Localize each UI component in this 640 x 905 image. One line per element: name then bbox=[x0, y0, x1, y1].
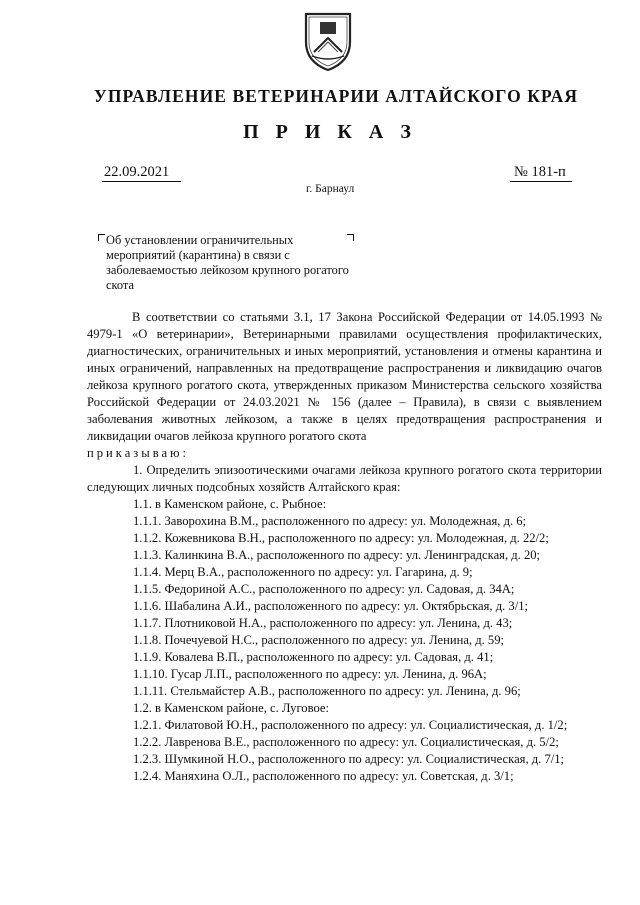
document-date: 22.09.2021 bbox=[102, 163, 181, 182]
list-item: 1.1.4. Мерц В.А., расположенного по адресу: ул. Гагарина, д. 9; bbox=[133, 565, 473, 579]
subject-bracket-left bbox=[98, 234, 105, 241]
list-item: 1.1.8. Почечуевой Н.С., расположенного по адресу: ул. Ленина, д. 59; bbox=[133, 633, 505, 647]
list-item: 1.2. в Каменском районе, с. Луговое: bbox=[133, 701, 330, 715]
list-item: 1.1. в Каменском районе, с. Рыбное: bbox=[133, 497, 327, 511]
list-item: 1.1.10. Гусар Л.П., расположенного по адресу: ул. Ленина, д. 96А; bbox=[133, 667, 487, 681]
document-number: № 181-п bbox=[510, 163, 572, 182]
document-city: г. Барнаул bbox=[306, 183, 355, 195]
list-item: 1.2.4. Маняхина О.Л., расположенного по адресу: ул. Советская, д. 3/1; bbox=[133, 769, 514, 783]
coat-of-arms-emblem bbox=[300, 8, 356, 72]
list-item: 1.1.5. Федориной А.С., расположенного по адресу: ул. Садовая, д. 34А; bbox=[133, 582, 515, 596]
document-type-title: П Р И К А З bbox=[243, 121, 417, 143]
list-item: 1.2.3. Шумкиной Н.О., расположенного по адресу: ул. Социалистическая, д. 7/1; bbox=[133, 752, 565, 766]
list-item: 1.1.6. Шабалина А.И., расположенного по адресу: ул. Октябрьская, д. 3/1; bbox=[133, 599, 529, 613]
list-item: 1.1.11. Стельмайстер А.В., расположенного по адресу: ул. Ленина, д. 96; bbox=[133, 684, 521, 698]
document-subject: Об установлении ограничительных мероприятий (карантина) в связи с заболеваемостью лейкозом крупного рогатого скота bbox=[106, 233, 349, 292]
list-item: 1. Определить эпизоотическими очагами лейкоза крупного рогатого скота территории следующих личных подсобных хозяйств Алтайского края: bbox=[87, 463, 602, 494]
list-item: 1.1.2. Кожевникова В.Н., расположенного по адресу: ул. Молодежная, д. 22/2; bbox=[133, 531, 549, 545]
list-item: 1.1.9. Ковалева В.П., расположенного по адресу: ул. Садовая, д. 41; bbox=[133, 650, 494, 664]
list-item: 1.1.3. Калинкина В.А., расположенного по адресу: ул. Ленинградская, д. 20; bbox=[133, 548, 541, 562]
orders-word: приказываю: bbox=[87, 446, 190, 460]
document-body bbox=[87, 309, 602, 785]
list-item: 1.1.1. Заворохина В.М., расположенного по адресу: ул. Молодежная, д. 6; bbox=[133, 514, 527, 528]
list-item: 1.2.1. Филатовой Ю.Н., расположенного по адресу: ул. Социалистическая, д. 1/2; bbox=[133, 718, 568, 732]
preamble-paragraph: В соответствии со статьями 3.1, 17 Закона Российской Федерации от 14.05.1993 № 4979-1 «О ветеринарии», Ветеринарными правилами осуществления профилактических, диагностических, ограничительных и иных мероприятий, установления и отмены карантина и иных ограничений, направленных на предотвращение распространения и ликвидацию очагов лейкоза крупного рогатого скота, утвержденных приказом Министерства сельского хозяйства Российской Федерации от 24.03.2021 № 156 (далее – Правила), в связи с выявлением заболевания животных лейкозом, а также в целях предотвращения распространения и ликвидации очагов лейкоза крупного рогатого скота bbox=[87, 310, 602, 443]
organization-title: УПРАВЛЕНИЕ ВЕТЕРИНАРИИ АЛТАЙСКОГО КРАЯ bbox=[93, 86, 579, 106]
list-item: 1.2.2. Лавренова В.Е., расположенного по адресу: ул. Социалистическая, д. 5/2; bbox=[133, 735, 559, 749]
list-item: 1.1.7. Плотниковой Н.А., расположенного по адресу: ул. Ленина, д. 43; bbox=[133, 616, 513, 630]
